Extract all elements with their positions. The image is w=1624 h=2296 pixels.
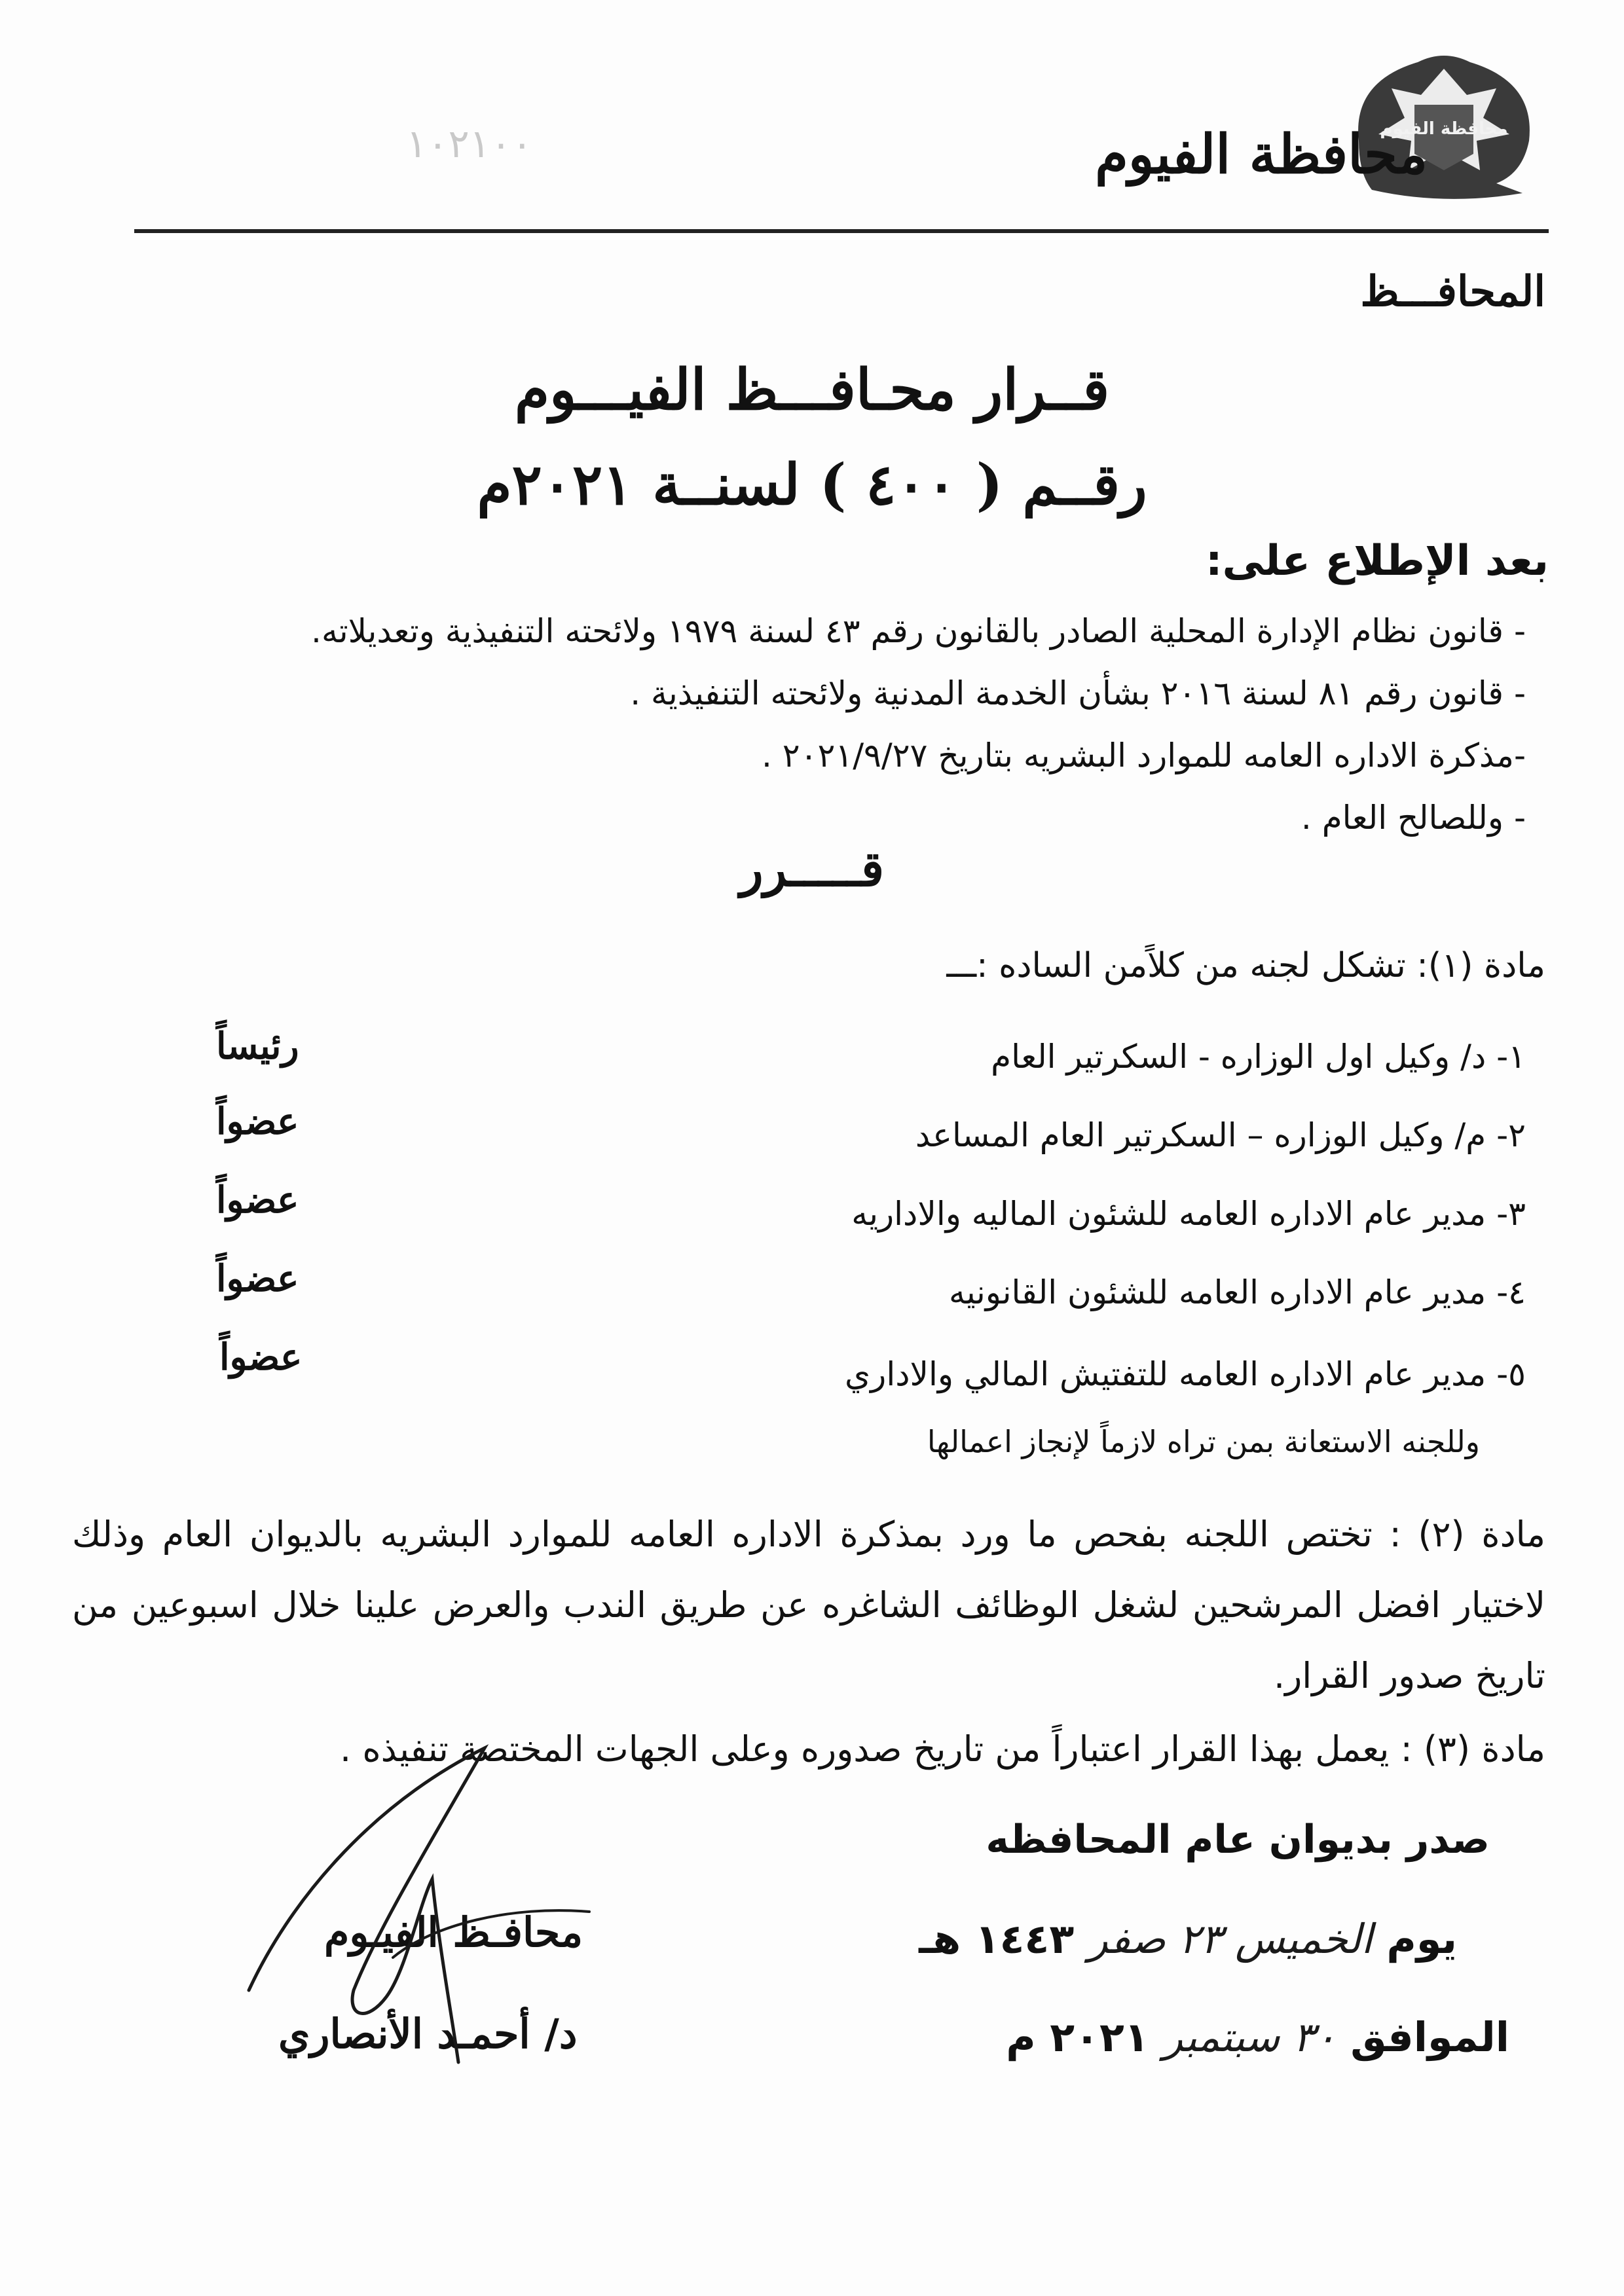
member-role: عضواً — [219, 1336, 303, 1379]
committee-member: ٤- مدير عام الاداره العامه للشئون القانونيه — [948, 1273, 1526, 1311]
article-3-text: مادة (٣) : يعمل بهذا القرار اعتباراً من تاريخ صدوره وعلى الجهات المختصة تنفيذه . — [340, 1728, 1545, 1770]
governorate-name: محافظة الفيوم — [1095, 123, 1428, 186]
faint-marks: ١٠٢١٠٠ — [406, 121, 533, 167]
greg-handwritten: ٣٠ سبتمبر — [1163, 2013, 1337, 2061]
member-role: رئيساً — [216, 1025, 299, 1068]
review-item: - قانون نظام الإدارة المحلية الصادر بالقانون رقم ٤٣ لسنة ١٩٧٩ ولائحته التنفيذية وتعديلاته. — [311, 612, 1526, 650]
governor-label: المحافـــظ — [1360, 267, 1545, 316]
hijri-handwritten: الخميس ٢٣ صفر — [1088, 1915, 1373, 1963]
signatory-title: محافـظ الفيـوم — [324, 1908, 583, 1956]
committee-note: وللجنه الاستعانة بمن تراه لازماً لإنجاز اعمالها — [927, 1424, 1480, 1459]
svg-text:محافظة الفيوم: محافظة الفيوم — [1380, 119, 1508, 139]
member-role: عضواً — [216, 1178, 299, 1222]
member-role: عضواً — [216, 1257, 299, 1300]
handwritten-signature — [236, 1709, 602, 2075]
committee-member: ٣- مدير عام الاداره العامه للشئون الماليه والاداريه — [851, 1195, 1526, 1233]
decides-heading: قـــــرر — [739, 841, 885, 898]
review-heading: بعد الإطلاع على: — [1205, 537, 1549, 585]
greg-prefix: الموافق — [1350, 2013, 1509, 2061]
header-divider — [134, 229, 1549, 233]
committee-member: ١- د/ وكيل اول الوزاره - السكرتير العام — [991, 1038, 1526, 1076]
decree-number: رقــم ( ٤٠٠ ) لسنــة ٢٠٢١م — [477, 452, 1147, 518]
review-item: - قانون رقم ٨١ لسنة ٢٠١٦ بشأن الخدمة المدنية ولائحته التنفيذية . — [630, 674, 1526, 712]
member-role: عضواً — [216, 1100, 299, 1143]
article-1-text: مادة (١): تشكل لجنه من كلاًمن الساده :ـــ — [946, 946, 1545, 985]
committee-member: ٢- م/ وكيل الوزاره – السكرتير العام المساعد — [915, 1116, 1526, 1154]
hijri-prefix: يوم — [1386, 1915, 1457, 1963]
committee-member: ٥- مدير عام الاداره العامه للتفتيش المالي والاداري — [845, 1355, 1526, 1393]
hijri-suffix: ١٤٤٣ هـ — [919, 1915, 1075, 1963]
signatory-name: د/ أحمـد الأنصاري — [278, 2010, 578, 2058]
review-item: - وللصالح العام . — [1301, 799, 1526, 837]
hijri-date — [919, 1915, 1457, 1963]
greg-suffix: ٢٠٢١ م — [1006, 2013, 1149, 2061]
review-item: -مذكرة الاداره العامه للموارد البشريه بتاريخ ٢٠٢١/٩/٢٧ . — [761, 737, 1526, 774]
issued-statement: صدر بديوان عام المحافظه — [986, 1817, 1490, 1863]
gregorian-date — [1006, 2013, 1509, 2061]
article-2-text: مادة (٢) : تختص اللجنه بفحص ما ورد بمذكرة الاداره العامه للموارد البشريه بالديوان العام وذلك لاختيار افضل المرشحين لشغل الوظائف الشاغره عن طريق الندب والعرض علينا خلال اسبوعين من تاريخ صدور القرار. — [72, 1514, 1546, 1696]
decree-title: قــرار محـافـــظ الفيـــوم — [514, 357, 1110, 423]
